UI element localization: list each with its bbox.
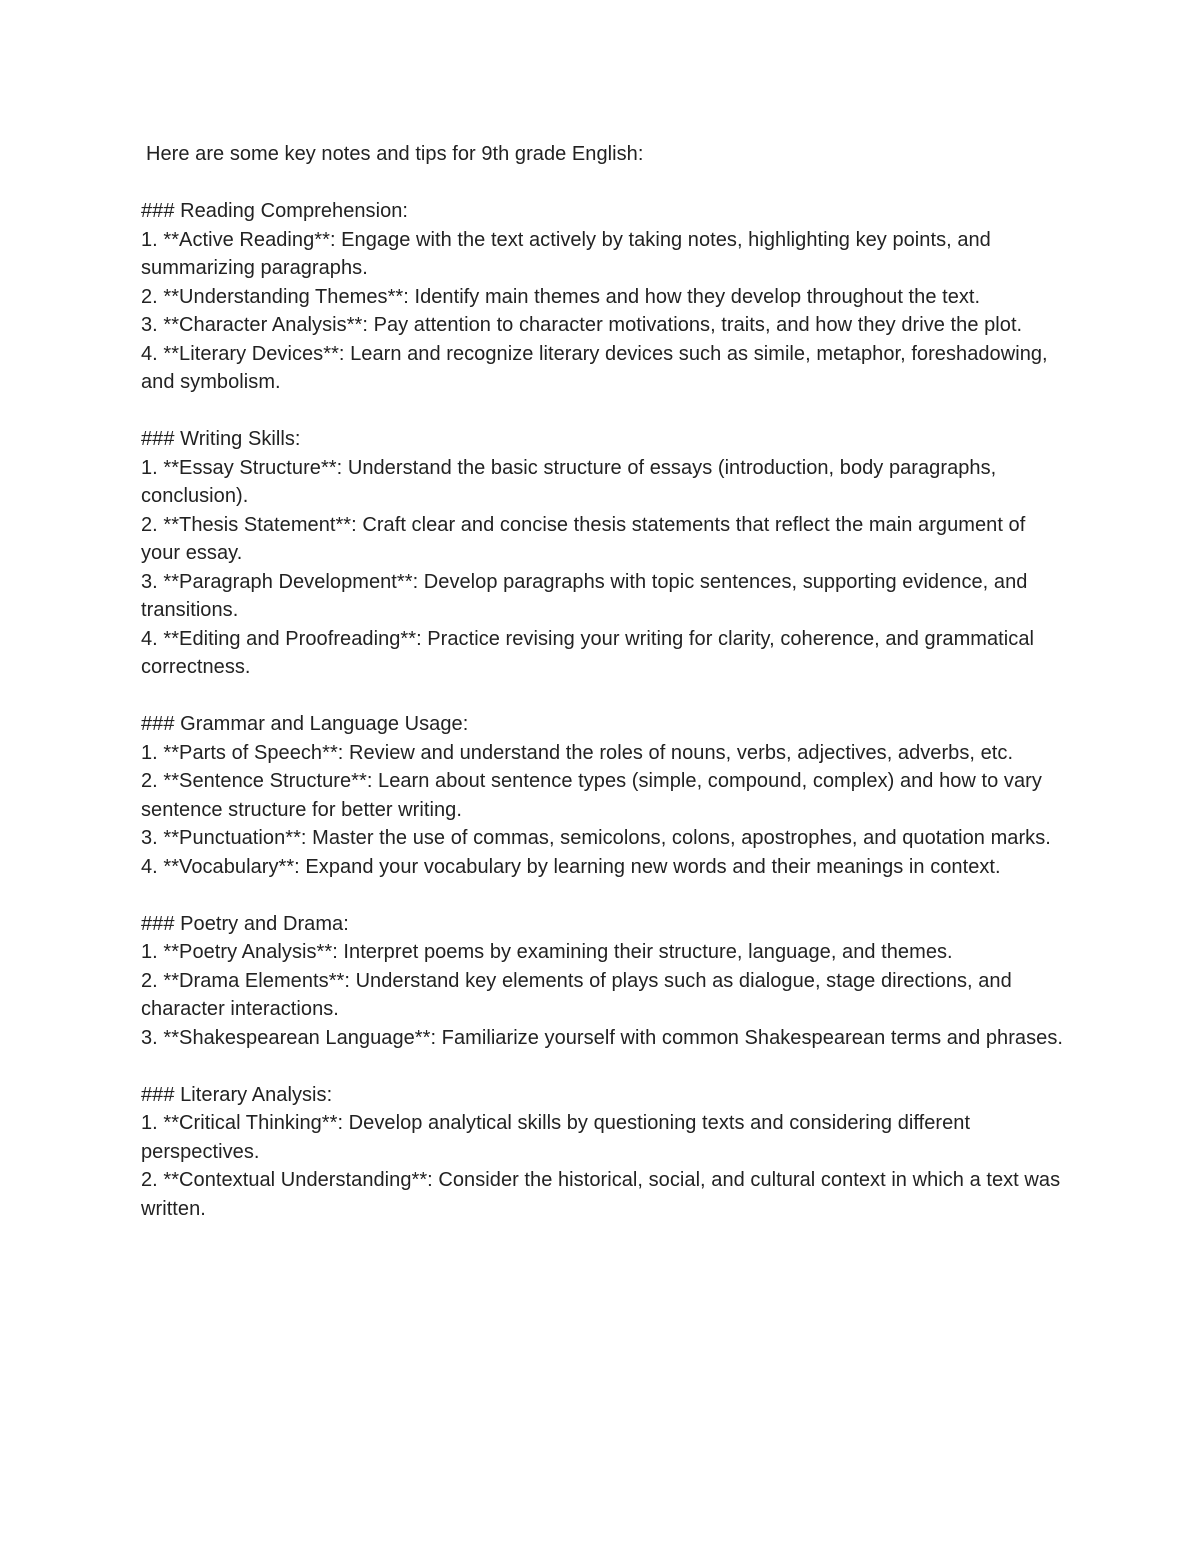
blank-line xyxy=(141,397,1066,426)
list-item: 4. **Literary Devices**: Learn and recognize literary devices such as simile, metaphor, foreshadowing, and symbolism. xyxy=(141,342,1048,393)
list-item: 3. **Punctuation**: Master the use of commas, semicolons, colons, apostrophes, and quotation marks. xyxy=(141,827,1051,849)
section-heading: ### Reading Comprehension: xyxy=(141,200,409,222)
list-item: 2. **Sentence Structure**: Learn about sentence types (simple, compound, complex) and how to vary sentence structure for better writing. xyxy=(141,770,1042,821)
blank-line xyxy=(141,881,1066,910)
section-poetry-drama xyxy=(141,910,1066,1053)
list-item: 3. **Shakespearean Language**: Familiarize yourself with common Shakespearean terms and phrases. xyxy=(141,1026,1063,1049)
intro-text: Here are some key notes and tips for 9th grade English: xyxy=(146,143,644,165)
list-item: 2. **Thesis Statement**: Craft clear and concise thesis statements that reflect the main argument of your essay. xyxy=(141,513,1026,564)
section-heading: ### Grammar and Language Usage: xyxy=(141,713,469,735)
list-item: 1. **Essay Structure**: Understand the basic structure of essays (introduction, body paragraphs, conclusion). xyxy=(141,456,997,507)
list-item: 3. **Paragraph Development**: Develop paragraphs with topic sentences, supporting evidence, and transitions. xyxy=(141,570,1028,621)
section-heading: ### Literary Analysis: xyxy=(141,1083,333,1106)
document-body xyxy=(141,140,1066,1223)
list-item: 3. **Character Analysis**: Pay attention to character motivations, traits, and how they drive the plot. xyxy=(141,314,1023,336)
list-item: 1. **Parts of Speech**: Review and understand the roles of nouns, verbs, adjectives, adverbs, etc. xyxy=(141,741,1014,764)
list-item: 4. **Vocabulary**: Expand your vocabulary by learning new words and their meanings in context. xyxy=(141,855,1001,878)
section-literary-analysis xyxy=(141,1081,1066,1224)
list-item: 1. **Poetry Analysis**: Interpret poems by examining their structure, language, and themes. xyxy=(141,941,953,963)
list-item: 1. **Active Reading**: Engage with the text actively by taking notes, highlighting key points, and summarizing paragraphs. xyxy=(141,228,991,279)
section-heading: ### Poetry and Drama: xyxy=(141,912,349,935)
list-item: 4. **Editing and Proofreading**: Practice revising your writing for clarity, coherence, and grammatical correctness. xyxy=(141,627,1034,678)
section-heading: ### Writing Skills: xyxy=(141,428,301,450)
blank-line xyxy=(141,682,1066,711)
section-grammar-language-usage xyxy=(141,710,1066,881)
list-item: 2. **Understanding Themes**: Identify main themes and how they develop throughout the text. xyxy=(141,285,981,308)
list-item: 1. **Critical Thinking**: Develop analytical skills by questioning texts and considering different perspectives. xyxy=(141,1112,971,1163)
section-writing-skills xyxy=(141,425,1066,682)
blank-line xyxy=(141,1052,1066,1081)
section-reading-comprehension xyxy=(141,197,1066,397)
list-item: 2. **Contextual Understanding**: Consider the historical, social, and cultural context in which a text was written. xyxy=(141,1169,1061,1220)
blank-line xyxy=(141,169,1066,198)
list-item: 2. **Drama Elements**: Understand key elements of plays such as dialogue, stage directions, and character interactions. xyxy=(141,969,1012,1020)
